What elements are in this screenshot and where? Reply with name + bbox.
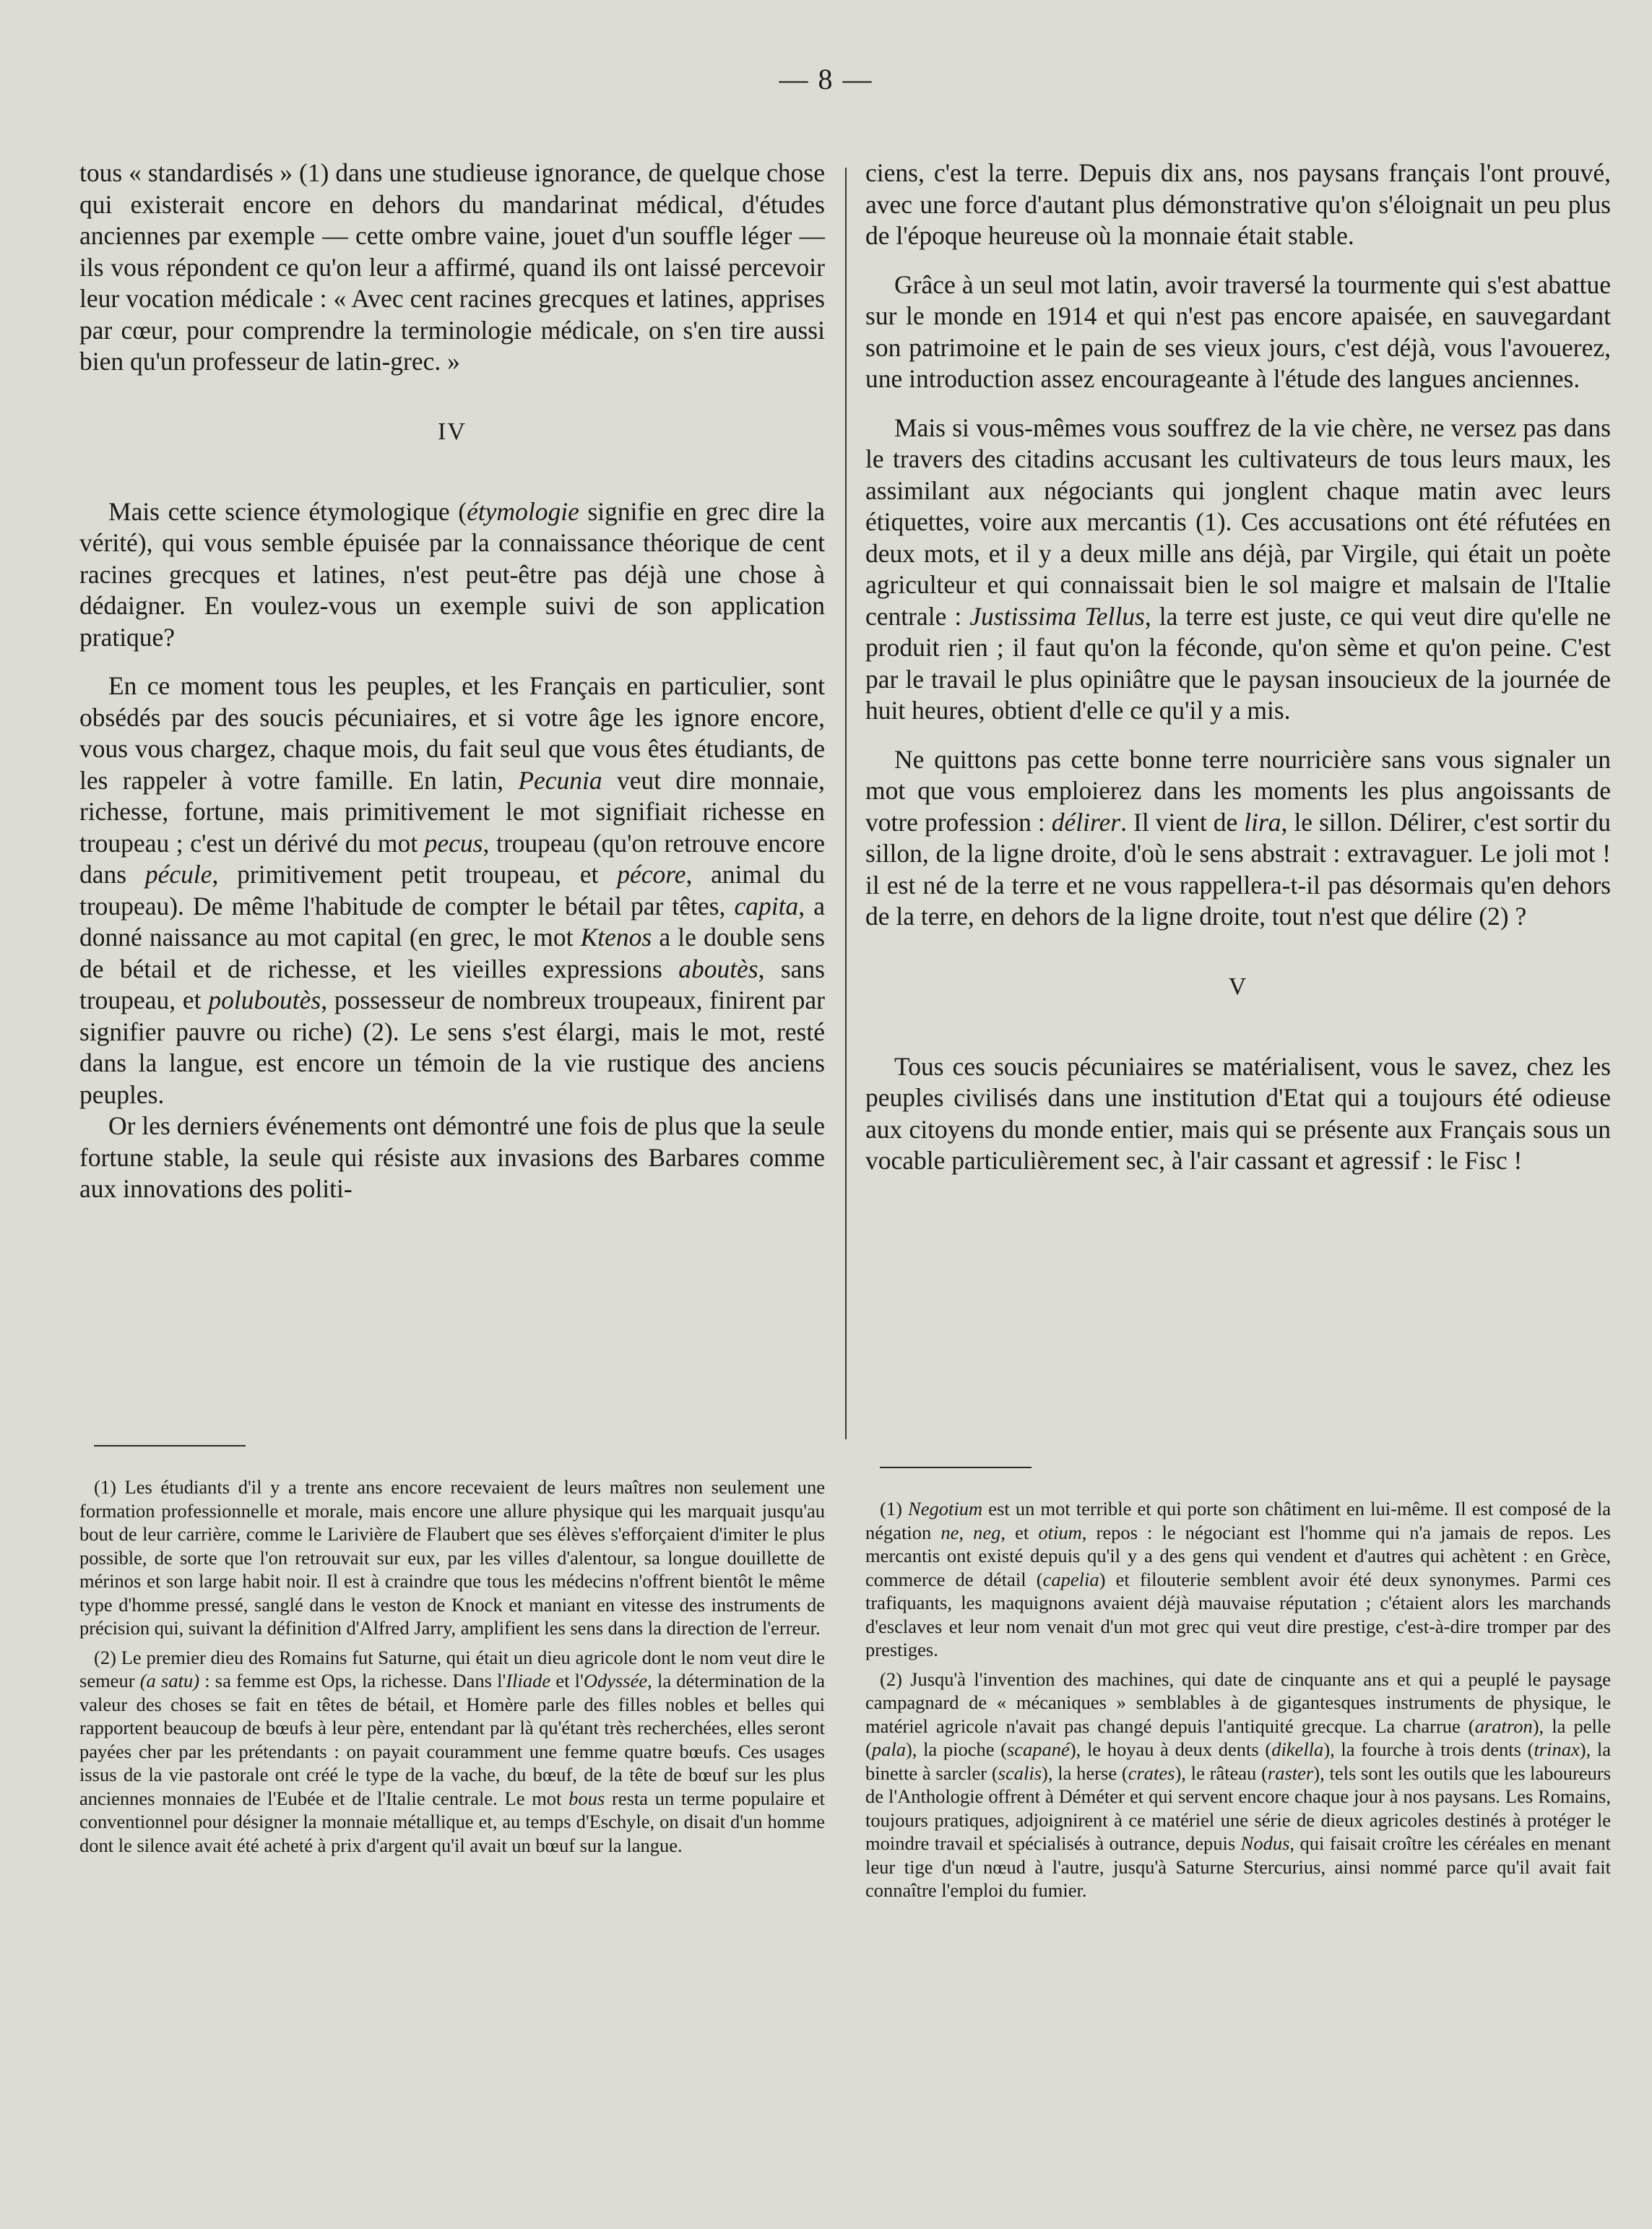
text-run: , la détermination de la valeur des choses se fait en têtes de bétail, et Homère parle des filles nobles et belles qui rapportent beaucoup de bœufs à leur père, entendant par là qu'étant très recherchées, elles seront payées cher par les prétendants : on payait couramment une femme quatre bœufs. Ces usages issus de la vie pastorale ont créé le type de la vache, du bœuf, de la tête de bœuf sur les plus anciennes monnaies de l'Eubée et de l'Italie centrale. Le mot — [79, 1670, 825, 1809]
text-run: ), la fourche à trois dents ( — [1323, 1738, 1534, 1760]
paragraph: ciens, c'est la terre. Depuis dix ans, nos paysans français l'ont prouvé, avec une force d'autant plus démonstrative qu'on s'éloignait un peu plus de l'époque heureuse où la monnaie était stable. — [865, 158, 1611, 250]
text-run: , animal du troupeau). De même l'habitude de compter le bétail par têtes, — [79, 860, 826, 921]
footnotes-right — [865, 1467, 1611, 1908]
text-run: , qui faisait croître les céréales en menant leur tige d'un nœud à l'autre, jusqu'à Saturne Stercurius, ainsi nommé parce qu'il avait fait connaître l'emploi du fumier. — [865, 1832, 1611, 1901]
italic-term: ne, neg, — [940, 1521, 1006, 1543]
column-divider — [845, 168, 847, 1439]
text-run: ), le râteau ( — [1175, 1762, 1268, 1784]
italic-term: pala — [871, 1738, 906, 1760]
text-run: , repos : le négociant est l'homme qui n'a jamais de repos. Les mercantis ont existé depuis qu'il y a des gens qui vendent et d'autres qui achètent : en Grèce, commerce de détail ( — [865, 1521, 1611, 1590]
text-run: , la terre est juste, ce qui veut dire qu'elle ne produit rien ; il faut qu'on la féconde, qu'on sème et qu'on peine. C'est par le travail le plus opiniâtre que le paysan insoucieux de la journée de huit heures, obtient d'elle ce qu'il y a mis. — [865, 601, 1612, 725]
italic-term: Nodus — [1240, 1832, 1290, 1854]
text-run: et l' — [550, 1670, 584, 1691]
paragraph: Grâce à un seul mot latin, avoir traversé la tourmente qui s'est abattue sur le monde en 1914 et qui n'est pas encore apaisée, en sauvegardant son patrimoine et le pain de ses vieux jours, c'est déjà, vous l'avouerez, une introduction assez encourageante à l'étude des langues anciennes. — [865, 270, 1611, 393]
italic-term: poluboutès — [208, 986, 321, 1014]
text-run: Ne quittons pas cette bonne terre nourricière sans vous signaler un mot que vous emploierez dans les moments les plus angoissants de votre profession : — [865, 744, 1611, 837]
italic-term: crates — [1128, 1762, 1175, 1784]
text-run: a le double sens de bétail et de richesse, et les vieilles expressions — [79, 923, 825, 983]
text-run: est un mot terrible et qui porte son châtiment en lui-même. Il est composé de la négation — [865, 1498, 1611, 1543]
italic-term: capita — [734, 891, 799, 921]
italic-term: aboutès — [678, 954, 758, 983]
italic-term: Odyssée — [583, 1670, 648, 1691]
right-column — [865, 158, 1611, 1177]
text-run: ) et filouterie semblent avoir été deux synonymes. Parmi ces trafiquants, les maquignons avaient déjà mauvaise réputation ; c'étaient alors les marchands d'esclaves et leur nom venait d'un mot grec qui veut dire prestige, c'est-à-dire tromper par des prestiges. — [865, 1568, 1612, 1660]
italic-term: dikella — [1271, 1738, 1324, 1760]
text-run: : sa femme est Ops, la richesse. Dans l' — [199, 1670, 506, 1691]
text-run: signifie en grec dire la vérité), qui vous semble épuisée par la connaissance théorique de cent racines grecques et latines, n'est peut-être pas déjà une chose à dédaigner. En voulez-vous un exemple suivi de son application pratique? — [79, 496, 825, 652]
italic-term: Negotium — [908, 1498, 983, 1519]
text-run: , le sillon. Délirer, c'est sortir du sillon, de la ligne droite, d'où le sens abstrait : extravaguer. Le joli mot ! il est né de la terre et ne vous rappellera-t-il pas désormais qu'en dehors de la terre, en dehors de la ligne droite, tout n'est que délire (2) ? — [865, 807, 1611, 931]
text-run: ), la herse ( — [1042, 1762, 1128, 1784]
italic-term: Ktenos — [580, 923, 652, 952]
text-run: veut dire monnaie, richesse, fortune, mais primitivement le mot signifiait richesse en troupeau ; c'est un dérivé du mot — [79, 765, 825, 858]
paragraph — [79, 496, 825, 654]
italic-term: étymologie — [467, 496, 579, 526]
text-run: (2) Le premier dieu des Romains fut Saturne, qui était un dieu agricole dont le nom veut dire le semeur — [79, 1646, 825, 1691]
italic-term: pecus — [424, 828, 483, 858]
text-run: ), la pioche ( — [905, 1738, 1007, 1760]
text-run: resta un terme populaire et conventionnel pour désigner la monnaie métallique et, au temps d'Eschyle, on disait d'un homme dont le silence avait été acheté à prix d'argent qu'il avait un bœuf sur la langue. — [79, 1787, 825, 1856]
text-run: , sans troupeau, et — [79, 954, 825, 1014]
italic-term: raster — [1267, 1762, 1314, 1784]
paragraph: Or les derniers événements ont démontré une fois de plus que la seule fortune stable, la seule qui résiste aux invasions des Barbares comme aux innovations des politi- — [79, 1111, 825, 1203]
text-run: Mais si vous-mêmes vous souffrez de la vie chère, ne versez pas dans le travers des citadins accusant les cultivateurs de tous leurs maux, les assimilant aux négociants qui jonglent chaque matin avec leurs étiquettes, voire aux mercantis (1). Ces accusations ont été réfutées en deux mots, et il y a deux mille ans déjà, par Virgile, qui était un poète agriculteur et qui connaissait bien le sol maigre et malsain de l'Italie centrale : — [865, 413, 1611, 631]
footnote — [865, 1668, 1611, 1902]
text-run: , possesseur de nombreux troupeaux, finirent par signifier pauvre ou riche) (2). Le sens s'est élargi, mais le mot, resté dans la langue, est encore un témoin de la vie rustique des anciens peuples. — [79, 986, 826, 1109]
text-run: , primitivement petit troupeau, et — [212, 860, 618, 889]
italic-term: pécore — [617, 860, 686, 889]
italic-term: délirer — [1051, 807, 1121, 837]
footnote: (1) Les étudiants d'il y a trente ans encore recevaient de leurs maîtres non seulement une formation professionnelle et morale, mais encore une allure physique qui les marquait jusqu'au bout de leur carrière, comme le Larivière de Flaubert que ses élèves s'efforçaient d'imiter le plus possible, de sorte que l'on retrouvait sur eux, par les villes d'alentour, sa longue douillette de mérinos et son large habit noir. Il est à craindre que tous les médecins n'offrent bientôt le même type d'homme pressé, sanglé dans le veston de Knock et maniant en vitesse des instruments de précision qui, suivant la définition d'Alfred Jarry, amplifient les sens dans la direction de l'erreur. — [79, 1476, 825, 1639]
text-run: (1) — [880, 1498, 909, 1519]
italic-term: scapané — [1006, 1738, 1070, 1760]
paragraph — [865, 744, 1611, 933]
italic-term: bous — [568, 1787, 605, 1809]
footnotes-left — [79, 1445, 825, 1863]
text-run: ), la binette à sarcler ( — [865, 1738, 1611, 1784]
page-number: — 8 — — [779, 63, 873, 95]
italic-term: aratron — [1474, 1715, 1533, 1737]
text-run: Mais cette science étymologique ( — [108, 496, 467, 526]
text-run: ), le hoyau à deux dents ( — [1069, 1738, 1272, 1760]
footnote — [79, 1646, 825, 1858]
italic-term: (a satu) — [139, 1670, 200, 1691]
paragraph — [865, 413, 1611, 727]
paragraph: tous « standardisés » (1) dans une studieuse ignorance, de quelque chose qui existerait encore en dehors du mandarinat médical, d'études anciennes par exemple — cette ombre vaine, jouet d'un souffle léger — ils vous répondent ce qu'on leur a affirmé, quand ils ont laissé percevoir leur vocation médicale : « Avec cent racines grecques et latines, apprises par cœur, pour comprendre la terminologie médicale, on s'en tire aussi bien qu'un professeur de latin-grec. » — [79, 158, 825, 376]
text-run: et — [1006, 1521, 1039, 1543]
text-run: . Il vient de — [1120, 807, 1245, 837]
italic-term: Justissima Tellus — [969, 601, 1145, 631]
paragraph: Tous ces soucis pécuniaires se matérialisent, vous le savez, chez les peuples civilisés dans une institution d'Etat qui a toujours été odieuse aux citoyens du monde entier, mais qui se présente aux Français sous un vocable particulièrement sec, à l'air cassant et agressif : le Fisc ! — [865, 1051, 1611, 1175]
section-heading-v: V — [1228, 973, 1248, 1000]
italic-term: Iliade — [506, 1670, 551, 1691]
paragraph — [79, 671, 825, 1111]
italic-term: trinax — [1534, 1738, 1580, 1760]
left-column — [79, 158, 825, 1205]
italic-term: pécule — [144, 860, 212, 889]
text-run: En ce moment tous les peuples, et les Français en particulier, sont obsédés par des soucis pécuniaires, et si votre âge les ignore encore, vous vous chargez, chaque mois, du fait seul que vous êtes étudiants, de les rappeler à votre famille. En latin, — [79, 671, 825, 795]
section-heading-iv: IV — [438, 418, 467, 445]
text-run: , troupeau (qu'on retrouve encore dans — [79, 828, 826, 889]
italic-term: Pecunia — [518, 765, 602, 795]
text-run: ), tels sont les outils que les laboureurs de l'Anthologie offrent à Déméter et qui servent encore chaque jour à nos paysans. Les Romains, toujours pratiques, adjoignirent à ce matériel une série de dieux agricoles destinés à protéger le moindre travail et spécialisés à outrance, depuis — [865, 1762, 1612, 1854]
footnote-rule — [880, 1467, 1032, 1468]
italic-term: otium — [1038, 1521, 1082, 1543]
text-run: ), la pelle ( — [865, 1715, 1611, 1760]
italic-term: lira — [1244, 807, 1281, 837]
text-run: , a donné naissance au mot capital (en grec, le mot — [79, 891, 825, 952]
footnote — [865, 1497, 1611, 1662]
italic-term: scalis — [998, 1762, 1042, 1784]
italic-term: capelia — [1042, 1568, 1099, 1590]
text-run: (2) Jusqu'à l'invention des machines, qui date de cinquante ans et qui a peuplé le paysage campagnard de « mécaniques » semblables à de gigantesques instruments de physique, le matériel agricole n'avait pas changé depuis l'antiquité grecque. La charrue ( — [865, 1668, 1611, 1737]
footnote-rule — [94, 1445, 246, 1447]
